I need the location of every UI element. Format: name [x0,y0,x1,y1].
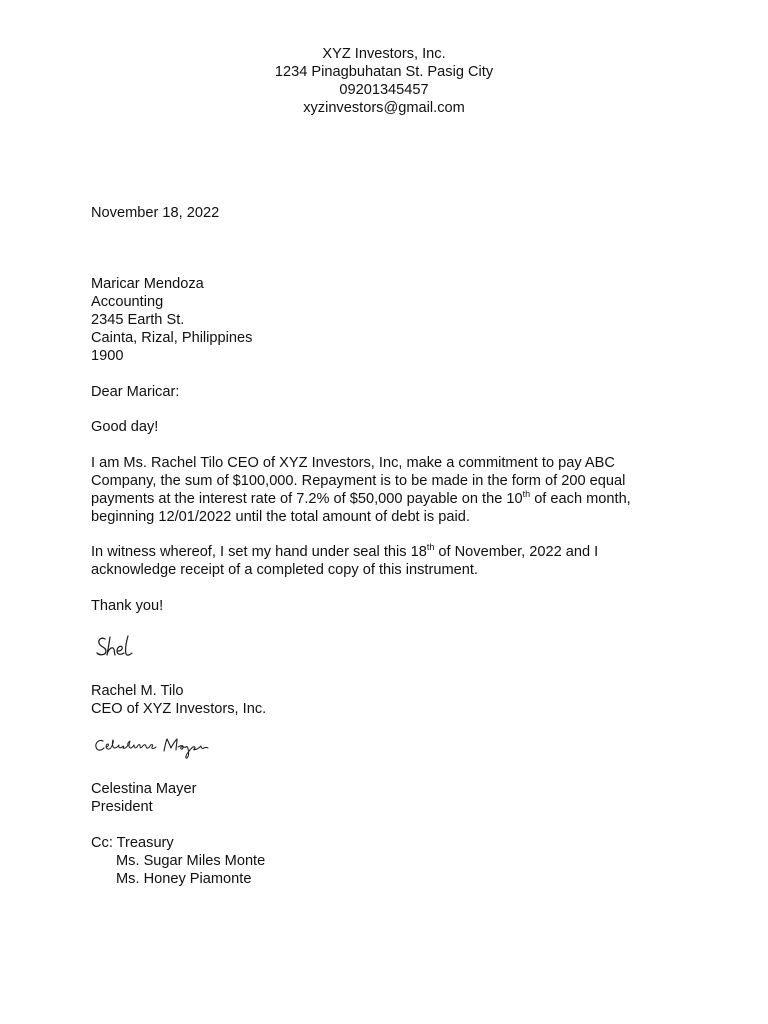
greeting: Good day! [91,419,159,435]
letterhead [0,45,768,117]
recipient-street: 2345 Earth St. [91,312,185,328]
recipient-department: Accounting [91,294,164,310]
cc-recipient: Ms. Honey Piamonte [116,871,252,887]
greeting-block [91,418,691,436]
recipient-name: Maricar Mendoza [91,276,204,292]
signatory-title: CEO of XYZ Investors, Inc. [91,701,267,717]
ordinal-suffix: th [522,489,531,500]
paragraph-text: of each month, beginning 12/01/2022 until the total amount of debt is paid. [91,491,631,525]
signatory-title: President [91,799,153,815]
paragraph-text: of November, 2022 and I acknowledge receipt of a completed copy of this instrument. [91,544,599,578]
closing-block [91,597,691,615]
body-paragraph-commitment [91,454,671,526]
letter-date-block [91,204,691,222]
cc-block [91,834,691,888]
recipient-address [91,275,691,365]
salutation-block [91,383,691,401]
company-email: xyzinvestors@gmail.com [303,100,465,116]
letter-date: November 18, 2022 [91,205,220,221]
signature-celestina-mayer [94,736,212,760]
paragraph-text: I am Ms. Rachel Tilo CEO of XYZ Investors, Inc, make a commitment to pay ABC Company, the sum of $100,000. Repayment is to be made in the form of 200 equal payments at the interest rate of 7.2% of $50,000 payable on the 10 [91,455,626,507]
cc-label: Cc: Treasury [91,835,174,851]
signatory-ceo [91,682,691,718]
body-paragraph-witness [91,543,671,579]
recipient-city: Cainta, Rizal, Philippines [91,330,253,346]
ordinal-suffix: th [426,542,435,553]
closing: Thank you! [91,598,164,614]
company-address: 1234 Pinagbuhatan St. Pasig City [274,64,494,80]
company-phone: 09201345457 [339,82,429,98]
company-name: XYZ Investors, Inc. [322,46,446,62]
salutation: Dear Maricar: [91,384,180,400]
recipient-postal-code: 1900 [91,348,124,364]
paragraph-text: In witness whereof, I set my hand under seal this 18 [91,544,427,560]
cc-recipient: Ms. Sugar Miles Monte [116,853,266,869]
signature-rachel-tilo [95,634,139,660]
signatory-name: Celestina Mayer [91,781,197,797]
signatory-president [91,780,691,816]
signatory-name: Rachel M. Tilo [91,683,184,699]
